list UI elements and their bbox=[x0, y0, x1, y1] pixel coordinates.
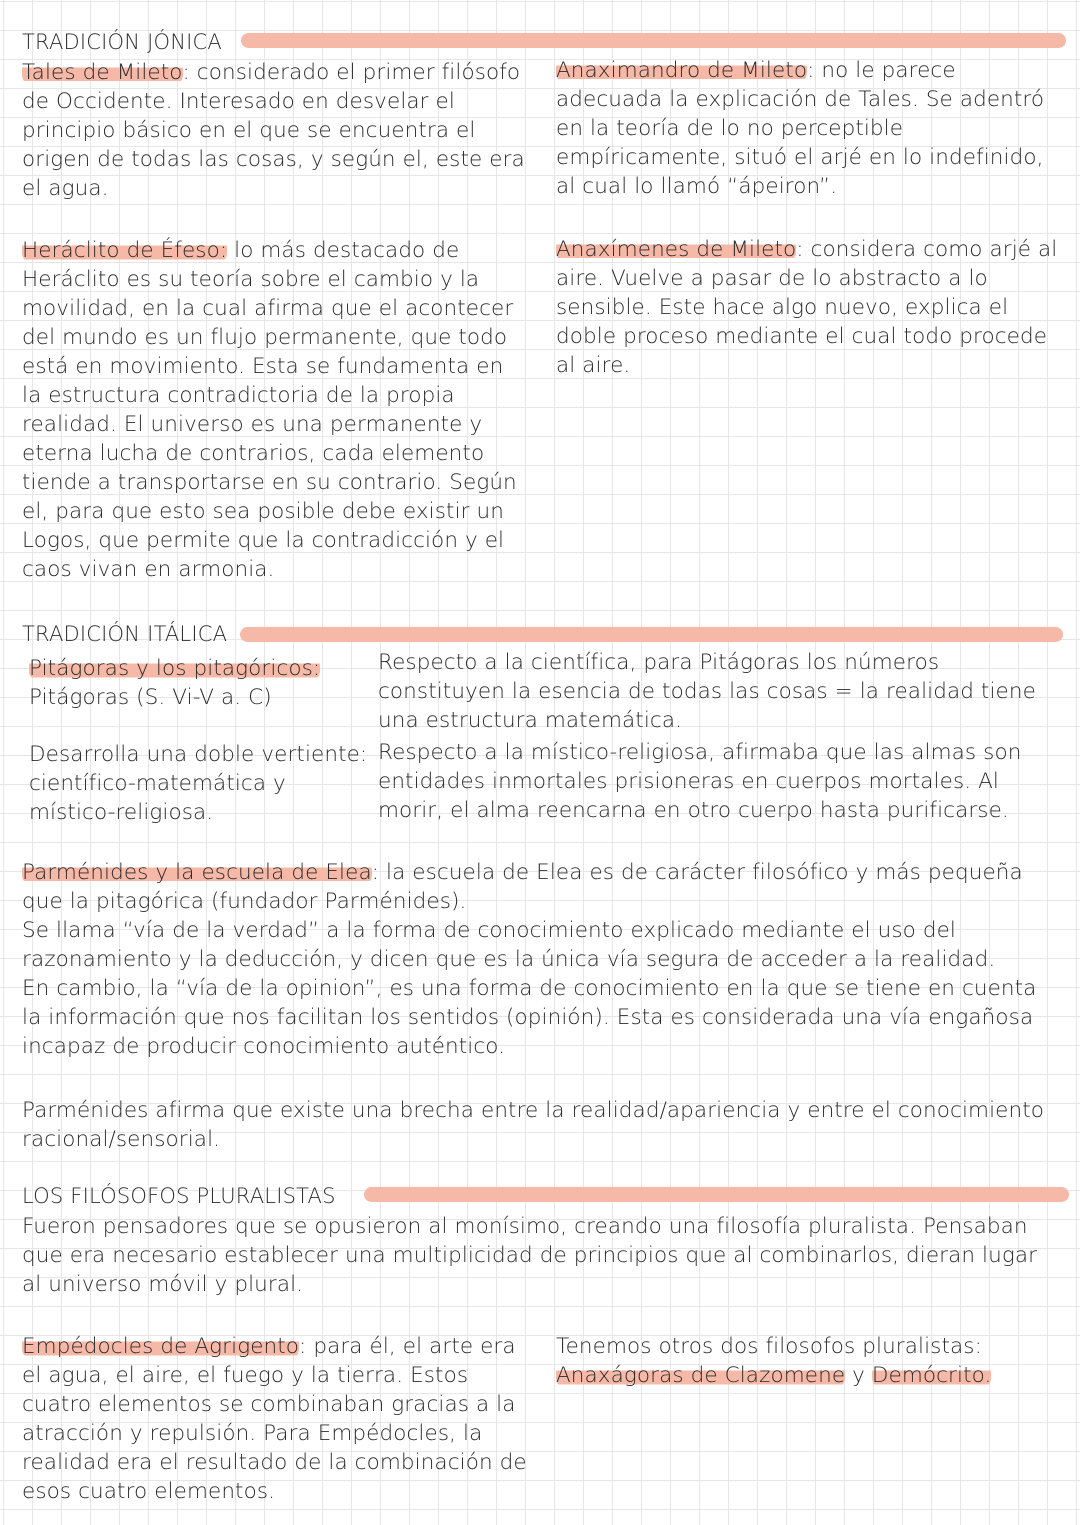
parmenides-name: Parménides y la escuela de Elea bbox=[22, 860, 372, 885]
heraclito-name: Heráclito de Éfeso: bbox=[22, 238, 228, 263]
anaximenes-name: Anaxímenes de Mileto bbox=[556, 237, 797, 262]
pitagoras-name: Pitágoras y los pitagóricos: bbox=[29, 656, 321, 681]
pitagoras-dates: Pitágoras (S. Vi-V a. C) bbox=[29, 685, 272, 710]
section-highlight-bar bbox=[241, 33, 1066, 48]
parmenides-via-opinion: En cambio, la “vía de la opinion”, es una forma de conocimiento en la que se tiene en cuenta la información que nos facilitan los sentidos (opinión). Esta es considerada una vía engañosa incapaz de producir conocimiento auténtico. bbox=[22, 976, 1037, 1059]
anaximandro-name: Anaximandro de Mileto bbox=[556, 58, 808, 83]
pluralistas-intro: Fueron pensadores que se opusieron al monísimo, creando una filosofía pluralista. Pensaban que era necesario establecer una multiplicidad de principios que al combinarlos, dieran lugar al universo móvil y plural. bbox=[22, 1214, 1038, 1297]
anaximenes-paragraph bbox=[556, 235, 1061, 380]
otros-pluralistas bbox=[556, 1332, 1061, 1390]
section-title-jonica: TRADICIÓN JÓNICA bbox=[22, 30, 222, 54]
heraclito-paragraph bbox=[22, 236, 517, 584]
empedocles-paragraph bbox=[22, 1332, 537, 1506]
tales-paragraph bbox=[22, 58, 537, 203]
section-title-pluralistas: LOS FILÓSOFOS PLURALISTAS bbox=[22, 1184, 336, 1208]
tales-text: : considerado el primer filósofo de Occidente. Interesado en desvelar el principio básico en el que se encuentra el origen de todas las cosas, y según el, este era el agua. bbox=[22, 60, 525, 201]
pitagoras-vertiente: Desarrolla una doble vertiente: científico-matemática y místico-religiosa. bbox=[29, 742, 368, 825]
parmenides-paragraph bbox=[22, 858, 1047, 1061]
otros-pluralistas-intro: Tenemos otros dos filosofos pluralistas: bbox=[556, 1334, 982, 1359]
pitagoras-cientifica: Respecto a la científica, para Pitágoras los números constituyen la esencia de todas las cosas = la realidad tiene una estructura matemática. bbox=[378, 650, 1036, 733]
parmenides-intro: : la escuela de Elea es de carácter filosófico y más pequeña que la pitagórica (fundador Parménides). bbox=[22, 860, 1023, 914]
parmenides-brecha: Parménides afirma que existe una brecha entre la realidad/apariencia y entre el conocimiento racional/sensorial. bbox=[22, 1098, 1044, 1152]
tales-name: Tales de Mileto bbox=[22, 60, 183, 85]
parmenides-via-verdad: Se llama “vía de la verdad” a la forma de conocimiento explicado mediante el uso del razonamiento y la deducción, y dicen que es la única vía segura de acceder a la realidad. bbox=[22, 918, 996, 972]
section-highlight-bar bbox=[240, 627, 1063, 642]
empedocles-name: Empédocles de Agrigento bbox=[22, 1334, 300, 1359]
anaximandro-paragraph bbox=[556, 56, 1060, 201]
section-highlight-bar bbox=[364, 1187, 1069, 1202]
pitagoras-heading bbox=[29, 654, 369, 712]
empedocles-text: : para él, el arte era el agua, el aire, el fuego y la tierra. Estos cuatro elementos se combinaban gracias a la atracción y repulsión. Para Empédocles, la realidad era el resultado de la combinación de esos cuatro elementos. bbox=[22, 1334, 527, 1504]
democrito-name: Demócrito. bbox=[871, 1363, 992, 1388]
heraclito-text: lo más destacado de Heráclito es su teoría sobre el cambio y la movilidad, en la cual afirma que el acontecer del mundo es un flujo permanente, que todo está en movimiento. Esta se fundamenta en la estructura contradictoria de la propia realidad. El universo es una permanente y eterna lucha de contrarios, cada elemento tiende a transportarse en su contrario. Según el, para que esto sea posible debe existir un Logos, que permite que la contradicción y el caos vivan en armonia. bbox=[22, 238, 517, 582]
conjunction-y: y bbox=[845, 1363, 872, 1388]
anaximandro-text: : no le parece adecuada la explicación de Tales. Se adentró en la teoría de lo no perceptible empíricamente, situó el arjé en lo indefinido, al cual lo llamó “ápeiron”. bbox=[556, 58, 1045, 199]
section-title-italica: TRADICIÓN ITÁLICA bbox=[22, 622, 228, 646]
pitagoras-mistica: Respecto a la místico-religiosa, afirmaba que las almas son entidades inmortales prisioneras en cuerpos mortales. Al morir, el alma reencarna en otro cuerpo hasta purificarse. bbox=[378, 740, 1022, 823]
anaxagoras-name: Anaxágoras de Clazomene bbox=[556, 1363, 846, 1388]
anaximenes-text: : considera como arjé al aire. Vuelve a pasar de lo abstracto a lo sensible. Este hace algo nuevo, explica el doble proceso mediante el cual todo procede al aire. bbox=[556, 237, 1058, 378]
